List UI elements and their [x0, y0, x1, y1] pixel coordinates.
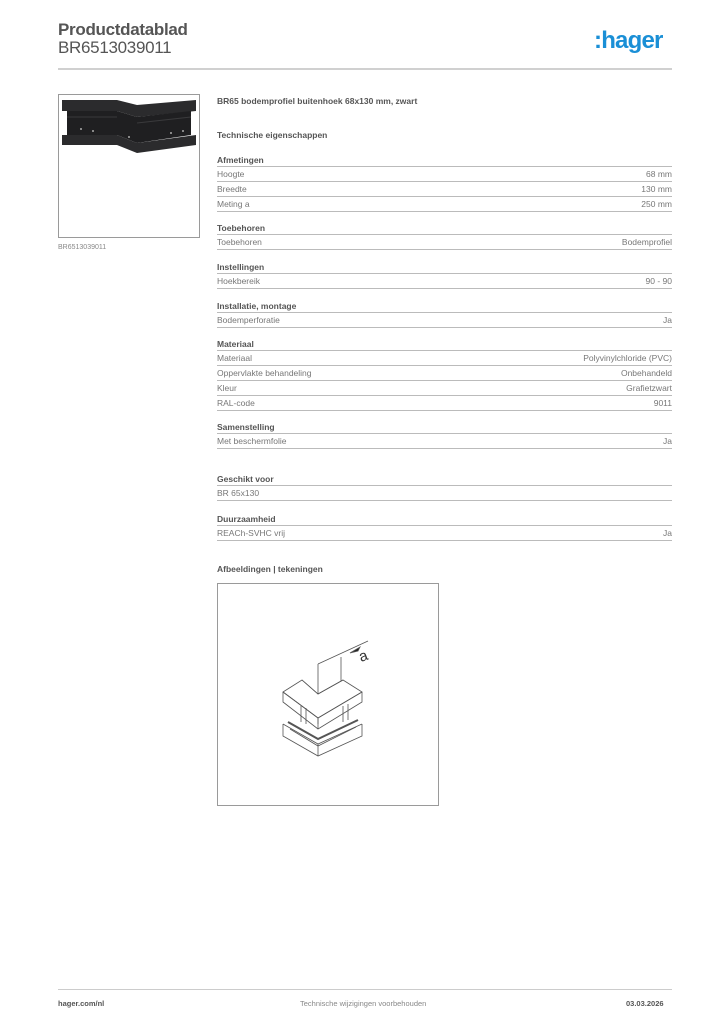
spec-row: Bodemperforatie Ja — [217, 313, 672, 328]
disclaimer: Technische wijzigingen voorbehouden — [300, 999, 427, 1008]
group-samenstelling — [217, 421, 672, 449]
product-code: BR6513039011 — [58, 38, 172, 57]
group-afmetingen — [217, 154, 672, 212]
group-title: Installatie, montage — [217, 300, 672, 313]
footer-divider — [58, 989, 672, 990]
spec-row: Oppervlakte behandeling Onbehandeld — [217, 366, 672, 381]
product-corner-icon — [59, 95, 199, 237]
group-duurzaamheid — [217, 513, 672, 541]
spec-row: BR 65x130 — [217, 486, 672, 501]
spec-row: Meting a 250 mm — [217, 197, 672, 212]
spec-row: Hoekbereik 90 - 90 — [217, 274, 672, 289]
spec-row: RAL-code 9011 — [217, 396, 672, 411]
spec-row: Hoogte 68 mm — [217, 167, 672, 182]
product-photo-caption: BR6513039011 — [58, 244, 107, 251]
page-title: Productdatablad — [58, 20, 188, 39]
document-date: 03.03.2026 — [626, 999, 664, 1008]
website-link[interactable]: hager.com/nl — [58, 999, 105, 1008]
group-geschikt-voor — [217, 473, 672, 501]
group-title: Toebehoren — [217, 222, 672, 235]
hager-logo: :hager — [594, 27, 663, 54]
group-title: Geschikt voor — [217, 473, 672, 486]
group-title: Afmetingen — [217, 154, 672, 167]
svg-text:a: a — [356, 646, 371, 666]
technical-drawing — [217, 583, 439, 806]
corner-drawing-icon — [218, 584, 438, 805]
product-title: BR65 bodemprofiel buitenhoek 68x130 mm, zwart — [217, 96, 418, 106]
group-instellingen — [217, 261, 672, 289]
group-title: Samenstelling — [217, 421, 672, 434]
spec-row: Toebehoren Bodemprofiel — [217, 235, 672, 250]
group-materiaal — [217, 338, 672, 411]
spec-row: Kleur Grafietzwart — [217, 381, 672, 396]
group-installatie — [217, 300, 672, 328]
group-title: Instellingen — [217, 261, 672, 274]
group-toebehoren — [217, 222, 672, 250]
header-divider — [58, 68, 672, 70]
drawings-title: Afbeeldingen | tekeningen — [217, 564, 323, 574]
spec-row: REACh-SVHC vrij Ja — [217, 526, 672, 541]
group-title: Materiaal — [217, 338, 672, 351]
section-title: Technische eigenschappen — [217, 130, 328, 140]
group-title: Duurzaamheid — [217, 513, 672, 526]
spec-row: Breedte 130 mm — [217, 182, 672, 197]
spec-row: Materiaal Polyvinylchloride (PVC) — [217, 351, 672, 366]
spec-row: Met beschermfolie Ja — [217, 434, 672, 449]
product-photo — [58, 94, 200, 238]
